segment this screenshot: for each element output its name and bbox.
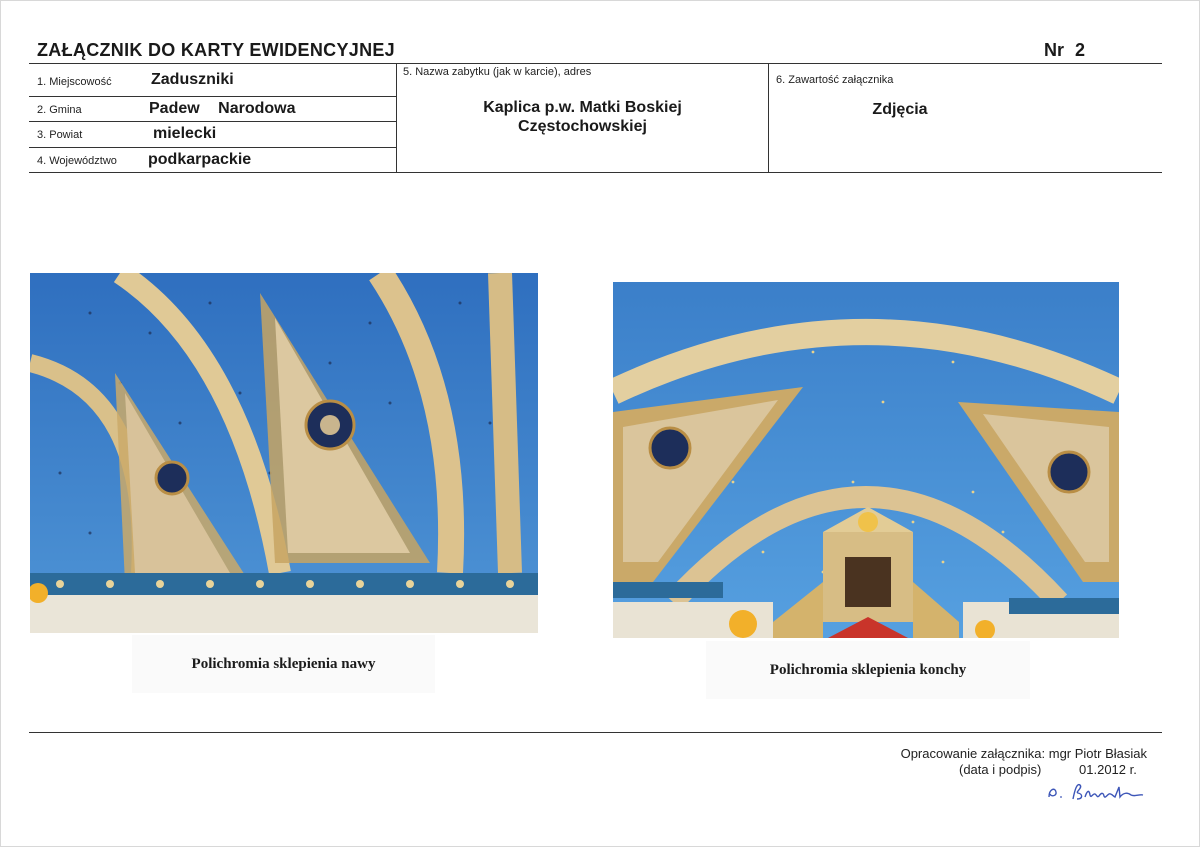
table-row-line — [29, 96, 396, 97]
field-value-powiat: mielecki — [153, 125, 217, 142]
table-bottom-line — [29, 172, 1162, 173]
photo-caption-nave — [132, 635, 435, 693]
field-label-gmina: 2. Gmina — [37, 104, 82, 116]
photo-caption-apse-text: Polichromia sklepienia konchy — [769, 662, 967, 678]
field-label-miejscowosc: 1. Miejscowość — [37, 76, 112, 88]
document-number: Nr 2 — [1044, 40, 1086, 60]
author-name: mgr Piotr Błasiak — [1048, 746, 1147, 761]
footer-date — [959, 762, 1137, 778]
apse-vault-image — [613, 282, 1119, 638]
photo-caption-nave-text: Polichromia sklepienia nawy — [191, 656, 376, 672]
date-label: (data i podpis) — [959, 762, 1042, 777]
nave-vault-image — [30, 273, 538, 633]
field-value-gmina: Padew Narodowa — [149, 100, 296, 117]
photo-nave-vault — [30, 273, 538, 633]
field-label-powiat: 3. Powiat — [37, 129, 83, 141]
signature-scribble — [1047, 777, 1147, 805]
field-value-wojewodztwo: podkarpackie — [148, 151, 252, 168]
document-title: ZAŁĄCZNIK DO KARTY EWIDENCYJNEJ — [37, 40, 395, 60]
content-label: 6. Zawartość załącznika — [776, 74, 894, 86]
table-row-line — [29, 121, 396, 122]
table-row-line — [29, 147, 396, 148]
field-label-wojewodztwo: 4. Województwo — [37, 155, 117, 167]
footer-line — [29, 732, 1162, 733]
table-top-line — [29, 63, 1162, 64]
signature — [1047, 777, 1147, 805]
prepared-label: Opracowanie załącznika: — [900, 746, 1046, 761]
content-value: Zdjęcia — [872, 101, 928, 118]
photo-caption-apse — [706, 641, 1030, 699]
field-value-miejscowosc: Zaduszniki — [151, 71, 234, 88]
monument-name-line1: Kaplica p.w. Matki Boskiej — [483, 99, 682, 116]
footer-prepared — [901, 746, 1147, 762]
date-value: 01.2012 r. — [1079, 762, 1137, 777]
photo-apse-vault — [613, 282, 1119, 638]
monument-name-line2: Częstochowskiej — [518, 118, 647, 135]
monument-label: 5. Nazwa zabytku (jak w karcie), adres — [403, 66, 592, 78]
